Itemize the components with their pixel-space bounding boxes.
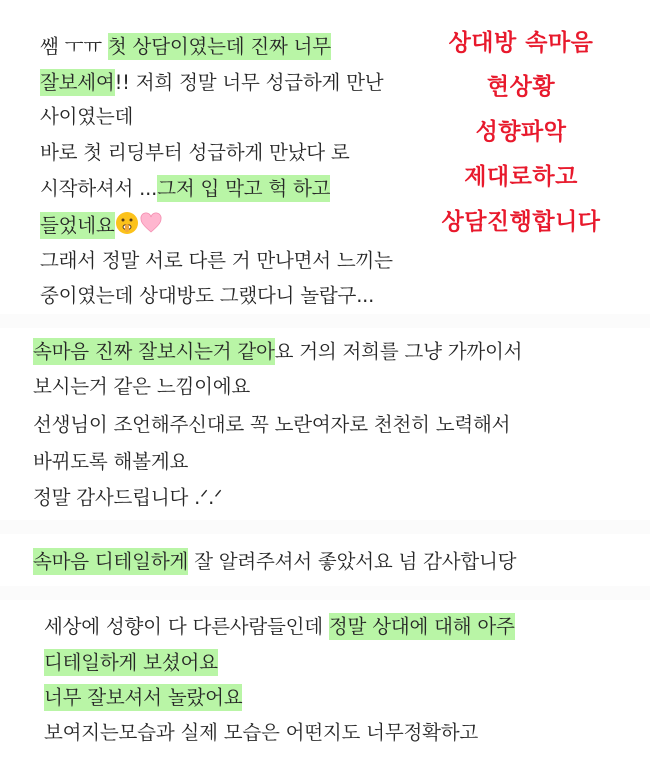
review-1-line-7: 그래서 정말 서로 다른 거 만나면서 느끼는: [40, 249, 393, 272]
review-4-line-3: [44, 685, 242, 711]
divider: [0, 314, 650, 328]
review-2-line-1: [33, 339, 522, 365]
text: !! 저희 정말 너무 성급하게 만난: [114, 71, 384, 94]
review-1-line-2: [40, 70, 383, 96]
review-3-line-1: [33, 549, 516, 575]
text: 요 거의 저희를 그냥 가까이서: [274, 340, 523, 363]
review-2-line-3: 선생님이 조언해주신대로 꼭 노란여자로 천천히 노력해서: [33, 413, 511, 436]
review-4-line-2: [44, 650, 218, 676]
divider: [0, 586, 650, 600]
overlay-title-line-3: 성향파악: [475, 119, 567, 145]
review-4-line-1: [44, 614, 515, 640]
highlighted-text: 잘보세여: [40, 71, 115, 94]
highlighted-text: 속마음 진짜 잘보시는거 같아: [33, 340, 275, 363]
highlighted-text: 너무 잘보셔서 놀랐어요: [44, 686, 243, 709]
highlighted-text: 속마음 디테일하게: [33, 550, 189, 573]
highlighted-text: 정말 상대에 대해 아주: [328, 615, 515, 638]
overlay-title-line-2: 현상황: [486, 74, 556, 100]
text: 잘 알려주셔서 좋았서요 넘 감사합니당: [188, 550, 517, 573]
review-1-line-6: [40, 211, 163, 242]
highlighted-text: 디테일하게 보셨어요: [44, 651, 218, 674]
review-1-line-4: 바로 첫 리딩부터 성급하게 만났다 로: [40, 141, 350, 164]
review-1-line-8: 중이였는데 상대방도 그랬다니 놀랍구...: [40, 284, 375, 307]
review-2-line-4: 바뀌도록 해볼게요: [33, 450, 189, 473]
overlay-title-line-5: 상담진행합니다: [441, 209, 601, 235]
review-2-line-2: 보시는거 같은 느낌이에요: [33, 375, 251, 398]
overlay-title-line-1: 상대방 속마음: [448, 30, 594, 56]
review-2-line-5: 정말 감사드립니다 .ᐟ.ᐟ: [33, 486, 223, 509]
review-1-line-5: [40, 176, 330, 202]
review-1-line-1: [40, 34, 331, 60]
highlighted-text: 들었네요: [40, 214, 115, 237]
overlay-title-line-4: 제대로하고: [464, 164, 578, 190]
divider: [0, 520, 650, 534]
highlighted-text: 그저 입 막고 헉 하고: [157, 177, 331, 200]
text: 세상에 성향이 다 다른사람들인데: [44, 615, 329, 638]
shushing-face-emoji-icon: [115, 211, 139, 242]
text: 쌤 ㅜㅠ: [40, 35, 108, 58]
pink-heart-emoji-icon: [139, 211, 163, 242]
text: 시작하셔서 ...: [40, 177, 158, 200]
review-4-line-4: 보여지는모습과 실제 모습은 어떤지도 너무정확하고: [44, 721, 479, 744]
review-1-line-3: 사이였는데: [40, 105, 134, 128]
highlighted-text: 첫 상담이였는데 진짜 너무: [107, 35, 331, 58]
